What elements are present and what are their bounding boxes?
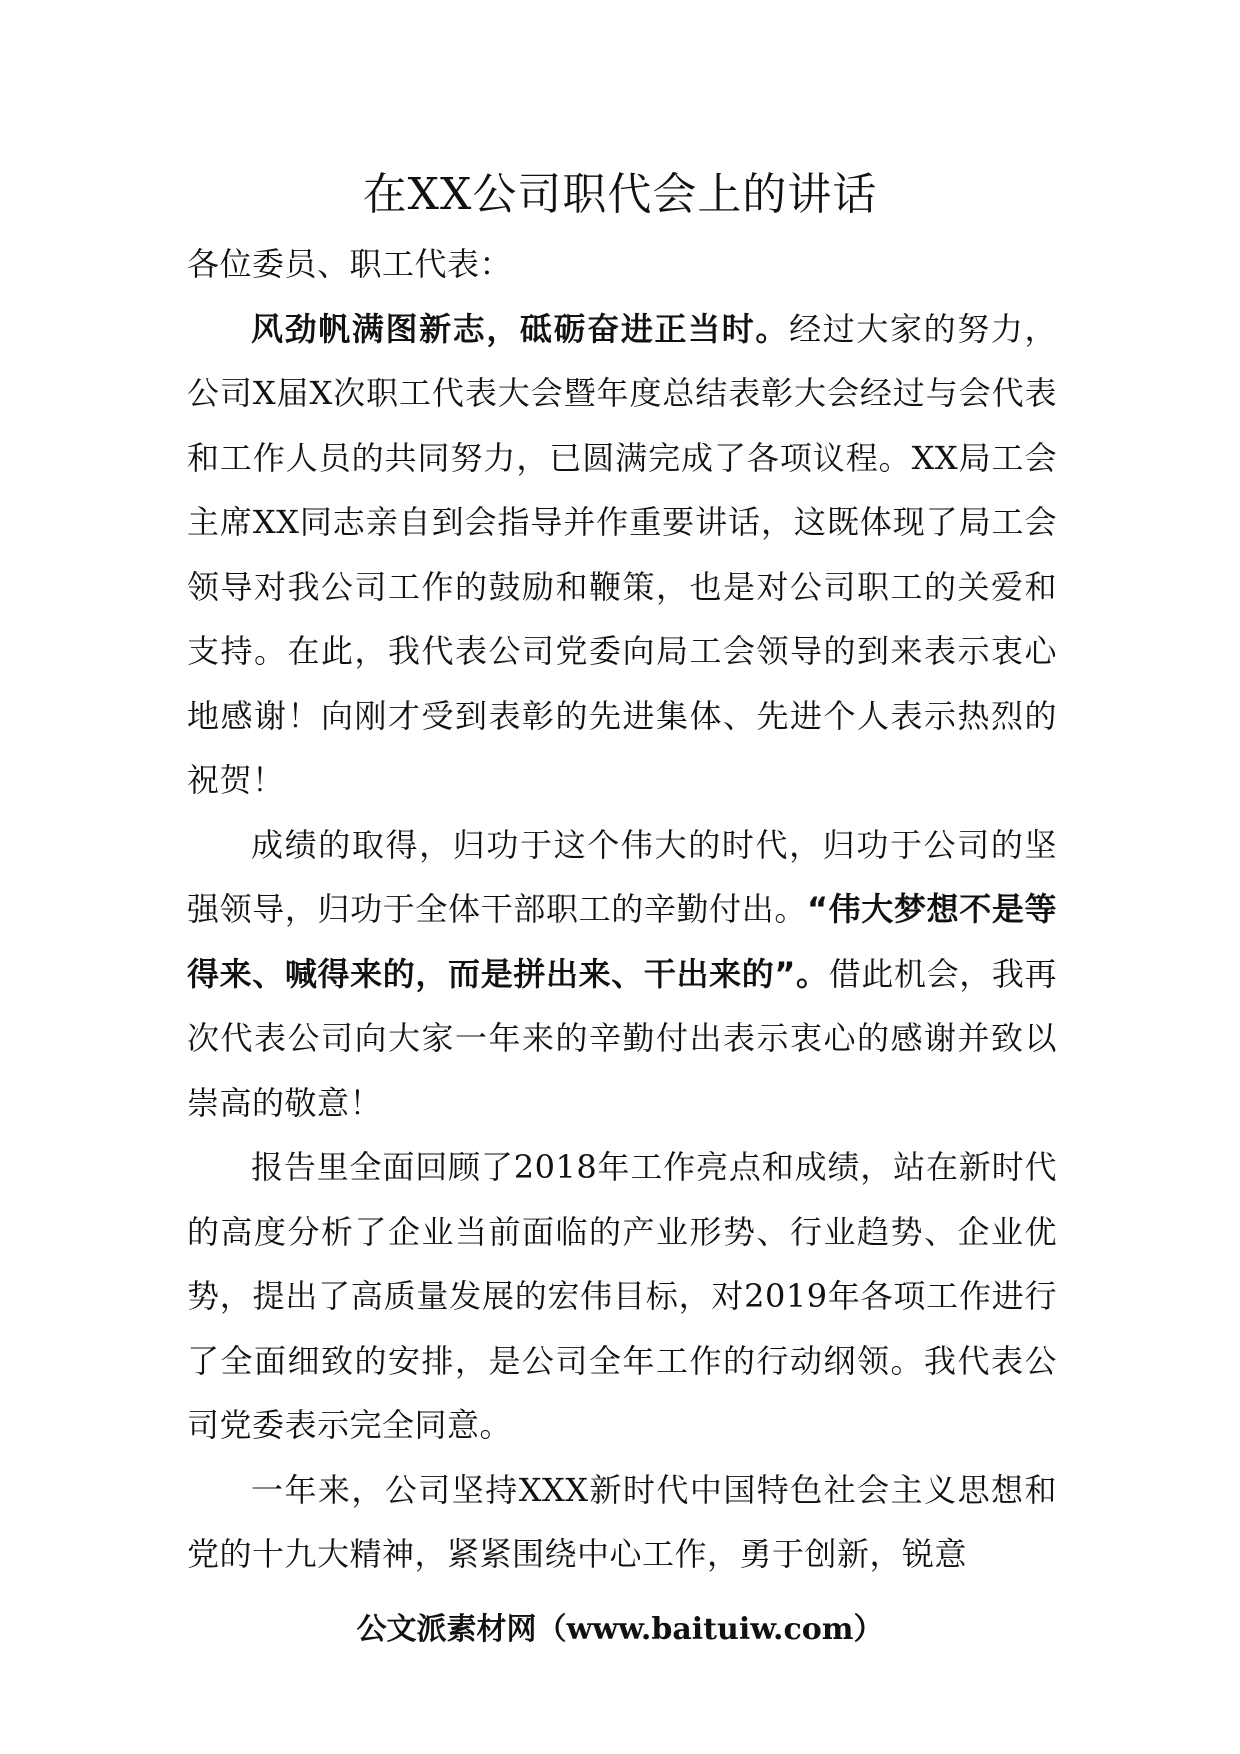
- document-title: 在XX公司职代会上的讲话: [362, 169, 878, 220]
- paragraph-2-text-before: 成绩的取得，归功于这个伟大的时代，归功于公司的坚强领导，归功于全体干部职工的辛勤付出。: [187, 825, 1057, 928]
- paragraph-1-bold-lead: 风劲帆满图新志，砥砺奋进正当时。: [251, 309, 790, 348]
- paragraph-1-text: 经过大家的努力，公司X届X次职工代表大会暨年度总结表彰大会经过与会代表和工作人员的共同努力，已圆满完成了各项议程。XX局工会主席XX同志亲自到会指导并作重要讲话，这既体现了局工会领导对我公司工作的鼓励和鞭策，也是对公司职工的关爱和支持。在此，我代表公司党委向局工会领导的到来表示衷心地感谢！向刚才受到表彰的先进集体、先进个人表示热烈的祝贺！: [187, 309, 1057, 799]
- paragraph-3: [187, 1135, 1057, 1458]
- paragraph-4: [187, 1458, 1057, 1587]
- paragraph-2: [187, 813, 1057, 1136]
- paragraph-2-text-after: 借此机会，我再次代表公司向大家一年来的辛勤付出表示衷心的感谢并致以崇高的敬意！: [187, 954, 1057, 1122]
- paragraph-3-text: 报告里全面回顾了2018年工作亮点和成绩，站在新时代的高度分析了企业当前面临的产业形势、行业趋势、企业优势，提出了高质量发展的宏伟目标，对2019年各项工作进行了全面细致的安排，是公司全年工作的行动纲领。我代表公司党委表示完全同意。: [187, 1148, 1057, 1444]
- paragraph-1: [187, 297, 1057, 813]
- paragraph-2-bold-quote: “伟大梦想不是等得来、喊得来的，而是拼出来、干出来的”。: [187, 890, 1057, 993]
- document-body: [187, 232, 1057, 1587]
- footer-watermark: 公文派素材网（www.baituiw.com）: [356, 1612, 884, 1647]
- salutation: 各位委员、职工代表：: [187, 245, 513, 283]
- paragraph-4-text: 一年来，公司坚持XXX新时代中国特色社会主义思想和党的十九大精神，紧紧围绕中心工作，勇于创新，锐意: [187, 1470, 1057, 1573]
